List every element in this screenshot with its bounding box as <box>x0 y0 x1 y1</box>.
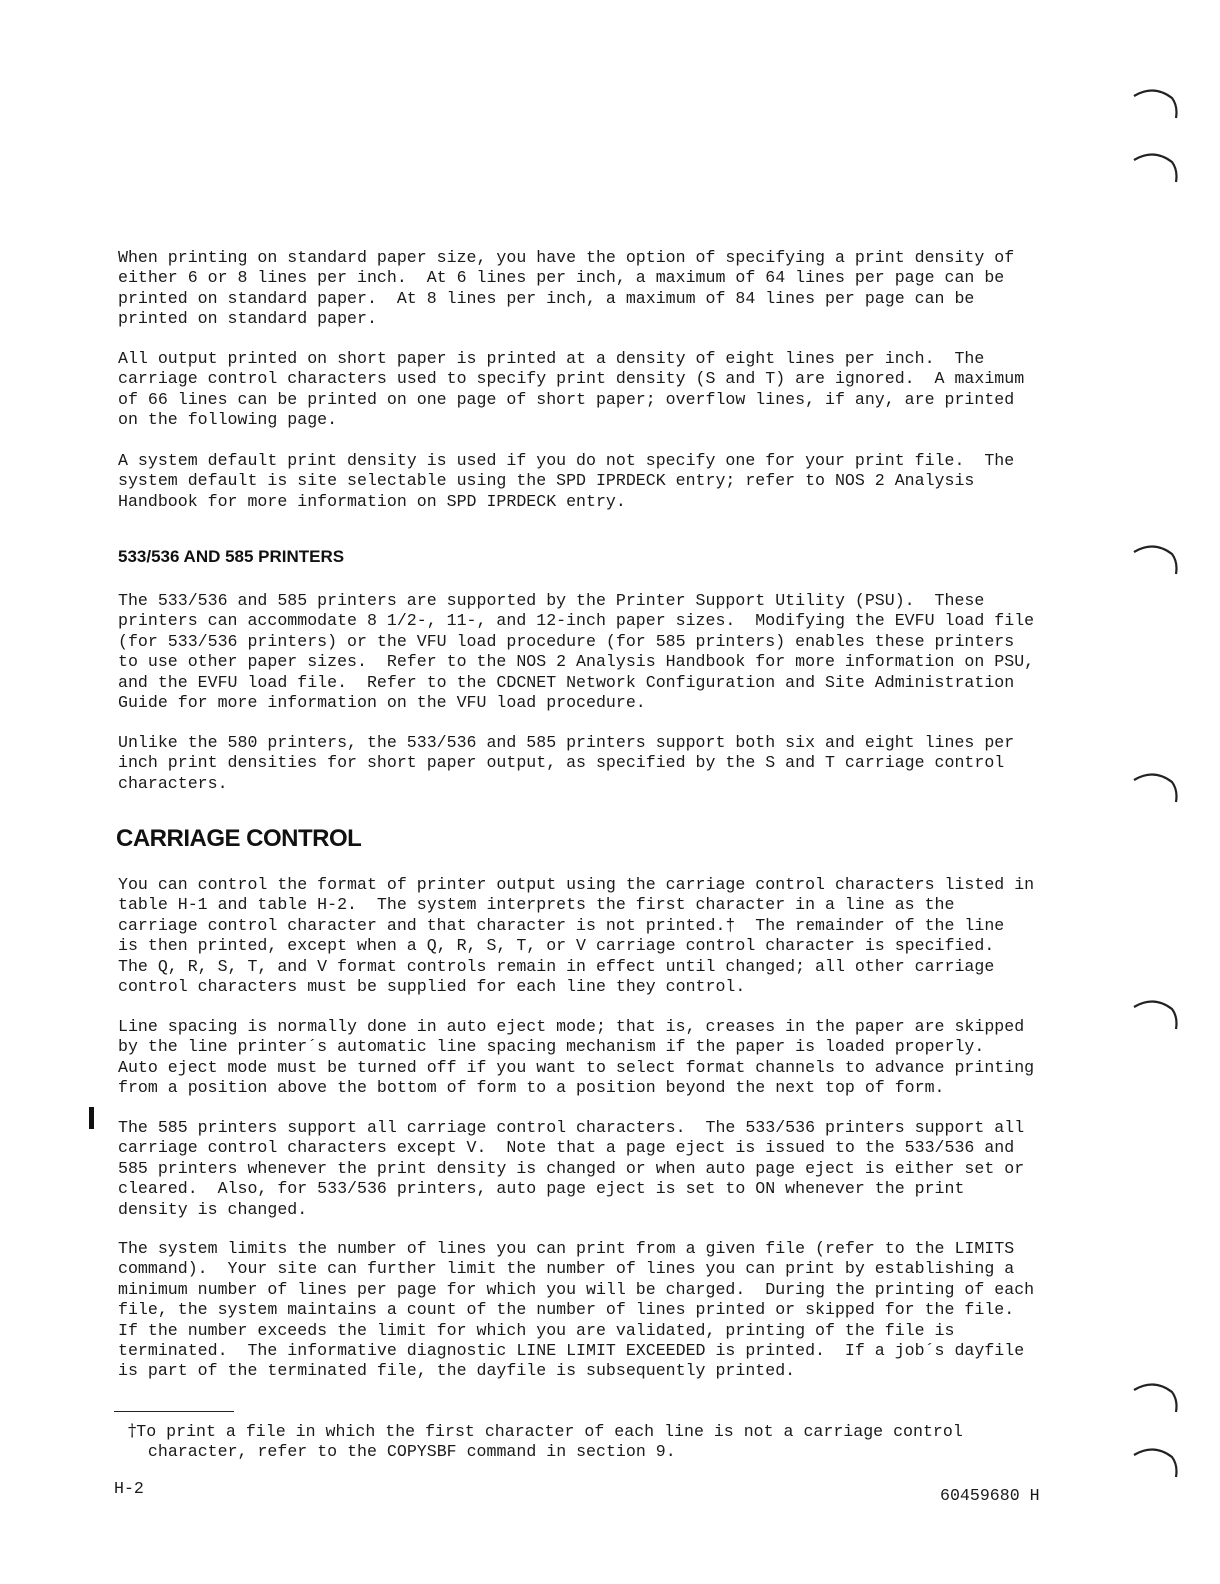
paragraph-short-paper: All output printed on short paper is printed at a density of eight lines per inch. The carriage control characters used to specify print density (S and T) are ignored. A maximum of 66 lines can be printed on one page of short paper; overflow lines, if any, are printed on the following page. <box>118 349 1025 430</box>
footnote <box>128 1421 1028 1463</box>
section-heading-printers: 533/536 AND 585 PRINTERS <box>118 547 345 566</box>
paragraph-psu: The 533/536 and 585 printers are supported by the Printer Support Utility (PSU). These printers can accommodate 8 1/2-, 11-, and 12-inch paper sizes. Modifying the EVFU load file (for 533/536 printers) or the VFU load procedure (for 585 printers) enables these printers to use other paper sizes. Refer to the NOS 2 Analysis Handbook for more information on PSU, and the EVFU load file. Refer to the CDCNET Network Configuration and Site Administration Guide for more information on the VFU load procedure. <box>118 591 1035 713</box>
paragraph-580-printers: Unlike the 580 printers, the 533/536 and 585 printers support both six and eight lines per inch print densities for short paper output, as specified by the S and T carriage control characters. <box>118 733 1015 793</box>
paragraph-print-density: When printing on standard paper size, you have the option of specifying a print density of either 6 or 8 lines per inch. At 6 lines per inch, a maximum of 64 lines per page can be printed on standard paper. At 8 lines per inch, a maximum of 84 lines per page can be printed on standard paper. <box>118 248 1015 329</box>
section-heading-carriage-control: CARRIAGE CONTROL <box>116 825 362 852</box>
paragraph-line-spacing: Line spacing is normally done in auto eject mode; that is, creases in the paper are skipped by the line printer´s automatic line spacing mechanism if the paper is loaded properly. Auto eject mode must be turned off if you want to select format channels to advance printing from a position above the bottom of form to a position beyond the next top of form. <box>118 1017 1035 1098</box>
document-number: 60459680 H <box>940 1486 1040 1505</box>
punch-hole-mark <box>1132 150 1184 186</box>
paragraph-system-default: A system default print density is used if you do not specify one for your print file. The system default is site selectable using the SPD IPRDECK entry; refer to NOS 2 Analysis Handbook for more information on SPD IPRDECK entry. <box>118 451 1015 511</box>
punch-hole-mark <box>1132 770 1184 806</box>
page-number: H-2 <box>114 1479 144 1498</box>
footnote-rule <box>114 1411 234 1412</box>
footnote-dagger: † <box>128 1421 137 1440</box>
paragraph-carriage-characters: You can control the format of printer output using the carriage control characters listed in table H-1 and table H-2. The system interprets the first character in a line as the carriage control character and that character is not printed.† The remainder of the line is then printed, except when a Q, R, S, T, or V carriage control character is specified. The Q, R, S, T, and V format controls remain in effect until changed; all other carriage control characters must be supplied for each line they control. <box>118 875 1035 997</box>
punch-hole-mark <box>1132 542 1184 578</box>
footnote-text: To print a file in which the first character of each line is not a carriage control character, refer to the COPYSBF command in section 9. <box>136 1422 963 1462</box>
paragraph-585-support: The 585 printers support all carriage control characters. The 533/536 printers support all carriage control characters except V. Note that a page eject is issued to the 533/536 and 585 printers whenever the print density is changed or when auto page eject is either set or cleared. Also, for 533/536 printers, auto page eject is set to ON whenever the print density is changed. <box>118 1118 1025 1219</box>
paragraph-line-limits: The system limits the number of lines you can print from a given file (refer to the LIMITS command). Your site can further limit the number of lines you can print by establishing a minimum number of lines per page for which you will be charged. During the printing of each file, the system maintains a count of the number of lines printed or skipped for the file. If the number exceeds the limit for which you are validated, printing of the file is terminated. The informative diagnostic LINE LIMIT EXCEEDED is printed. If a job´s dayfile is part of the terminated file, the dayfile is subsequently printed. <box>118 1239 1035 1381</box>
punch-hole-mark <box>1132 86 1184 122</box>
punch-hole-mark <box>1132 1445 1184 1481</box>
punch-hole-mark <box>1132 997 1184 1033</box>
change-bar <box>89 1107 94 1129</box>
punch-hole-mark <box>1132 1380 1184 1416</box>
